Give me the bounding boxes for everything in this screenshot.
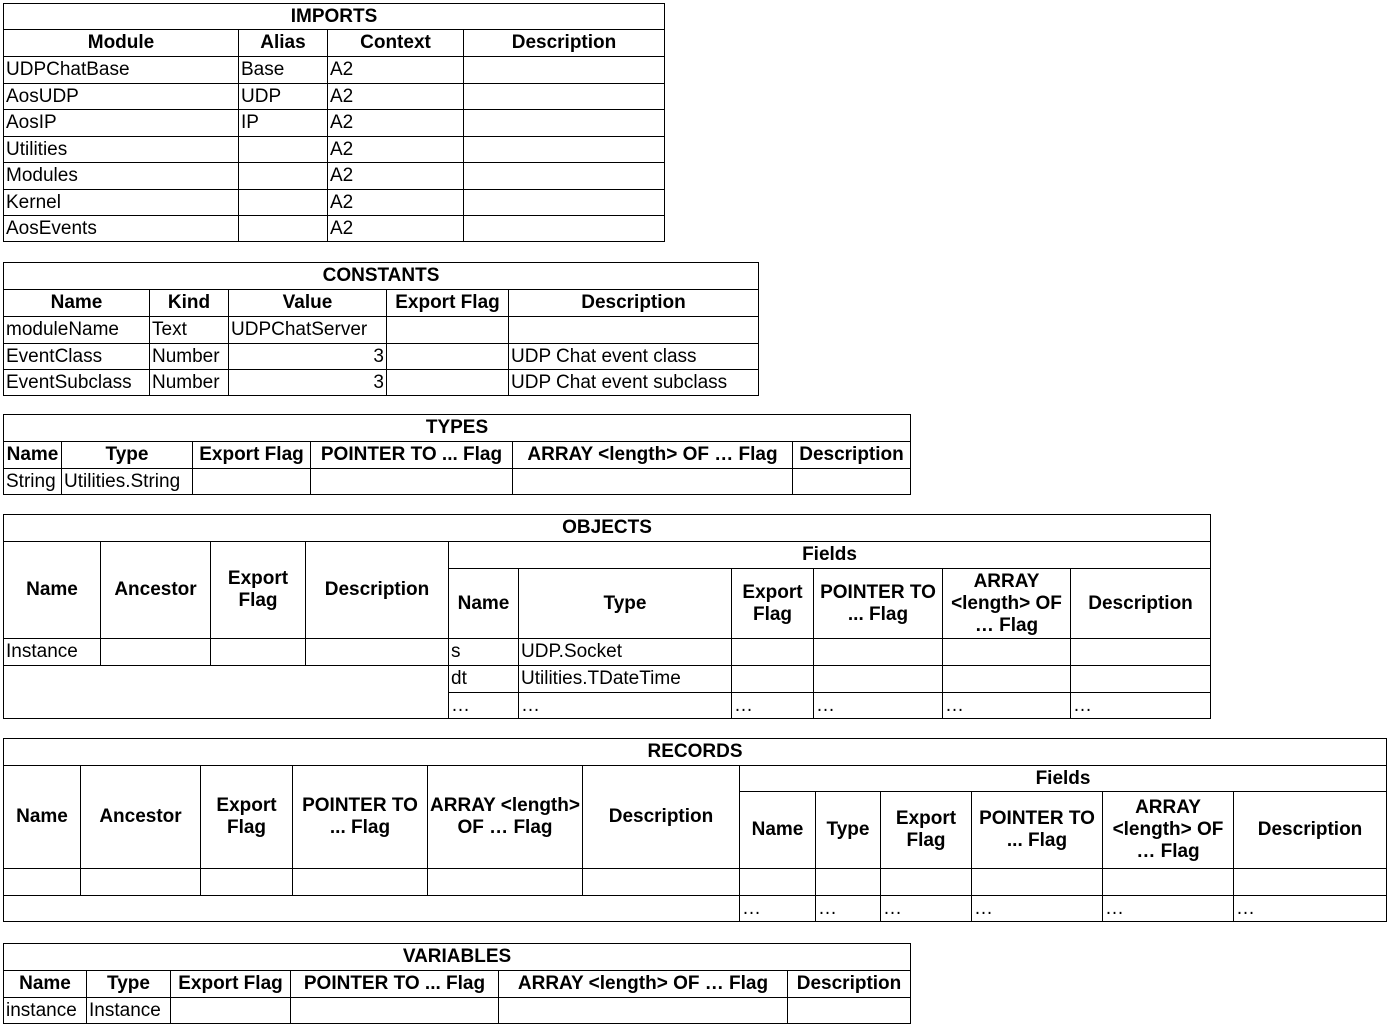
records-field-cell: … [1234,896,1387,922]
records-cell [293,869,428,896]
variables-cell [171,998,291,1024]
objects-field-cell: dt [449,666,519,693]
variables-cell [291,998,499,1024]
imports-cell [464,110,665,137]
table-row [4,666,1211,693]
objects-empty-cell [4,666,449,719]
table-row [4,317,759,344]
types-cell: String [4,469,62,495]
imports-title: IMPORTS [4,4,665,30]
constants-header-export-flag: Export Flag [387,290,509,317]
variables-cell: instance [4,998,87,1024]
objects-field-cell: … [1071,693,1211,719]
objects-field-header-description: Description [1071,569,1211,639]
records-title: RECORDS [4,739,1387,766]
imports-header-context: Context [328,30,464,57]
constants-header-kind: Kind [150,290,229,317]
imports-cell [239,190,328,216]
types-table [3,414,911,495]
records-field-cell [881,869,972,896]
objects-cell [306,639,449,666]
constants-cell: 3 [229,344,387,370]
types-header-name: Name [4,442,62,469]
constants-cell: EventClass [4,344,150,370]
imports-cell [464,57,665,84]
objects-header-ancestor: Ancestor [101,542,211,639]
imports-cell: UDP [239,84,328,110]
variables-header-array-flag: ARRAY <length> OF … Flag [499,971,788,998]
records-header-ancestor: Ancestor [81,766,201,869]
types-header-pointer-flag: POINTER TO ... Flag [311,442,513,469]
records-field-header-array-flag: ARRAY <length> OF … Flag [1103,792,1234,869]
types-title: TYPES [4,415,911,442]
variables-cell [499,998,788,1024]
constants-title: CONSTANTS [4,263,759,290]
table-row [4,190,665,216]
constants-header-value: Value [229,290,387,317]
variables-table [3,943,911,1024]
objects-field-header-type: Type [519,569,732,639]
objects-field-cell: Utilities.TDateTime [519,666,732,693]
records-field-header-pointer-flag: POINTER TO ... Flag [972,792,1103,869]
records-field-cell [1234,869,1387,896]
imports-header-description: Description [464,30,665,57]
table-row [4,84,665,110]
table-row [4,639,1211,666]
objects-cell [211,639,306,666]
constants-table [3,262,759,396]
constants-cell: UDPChatServer [229,317,387,344]
variables-cell [788,998,911,1024]
records-table [3,738,1387,922]
imports-cell: IP [239,110,328,137]
objects-field-cell: … [449,693,519,719]
objects-field-cell [943,639,1071,666]
table-row [4,896,1387,922]
variables-cell: Instance [87,998,171,1024]
objects-field-cell: … [814,693,943,719]
records-header-pointer-flag: POINTER TO ... Flag [293,766,428,869]
objects-header-export-flag: Export Flag [211,542,306,639]
objects-field-cell: s [449,639,519,666]
constants-cell: UDP Chat event class [509,344,759,370]
imports-cell [464,163,665,190]
records-field-cell: … [816,896,881,922]
imports-header-alias: Alias [239,30,328,57]
records-empty-cell [4,896,740,922]
variables-title: VARIABLES [4,944,911,971]
objects-field-header-pointer-flag: POINTER TO ... Flag [814,569,943,639]
constants-cell: EventSubclass [4,370,150,396]
constants-cell [387,317,509,344]
types-cell [311,469,513,495]
records-field-header-export-flag: Export Flag [881,792,972,869]
objects-field-header-name: Name [449,569,519,639]
objects-field-header-array-flag: ARRAY <length> OF … Flag [943,569,1071,639]
records-field-header-type: Type [816,792,881,869]
constants-cell [387,344,509,370]
objects-field-header-export-flag: Export Flag [732,569,814,639]
records-field-header-name: Name [740,792,816,869]
imports-table [3,3,665,242]
objects-field-cell [1071,666,1211,693]
objects-table [3,514,1211,719]
imports-cell: A2 [328,216,464,242]
objects-field-cell [732,639,814,666]
types-cell [193,469,311,495]
imports-cell: A2 [328,110,464,137]
variables-header-pointer-flag: POINTER TO ... Flag [291,971,499,998]
constants-header-name: Name [4,290,150,317]
imports-cell [239,216,328,242]
constants-cell: Text [150,317,229,344]
objects-field-cell [1071,639,1211,666]
imports-cell: AosEvents [4,216,239,242]
imports-cell [464,84,665,110]
objects-field-cell: … [519,693,732,719]
imports-cell: Modules [4,163,239,190]
records-field-header-description: Description [1234,792,1387,869]
records-header-description: Description [583,766,740,869]
table-row [4,216,665,242]
imports-cell: A2 [328,190,464,216]
table-row [4,137,665,163]
imports-cell [464,190,665,216]
types-header-export-flag: Export Flag [193,442,311,469]
objects-field-cell [732,666,814,693]
constants-cell [387,370,509,396]
objects-fields-title: Fields [449,542,1211,569]
imports-cell: UDPChatBase [4,57,239,84]
records-field-cell: … [1103,896,1234,922]
objects-cell [101,639,211,666]
table-row [4,869,1387,896]
records-cell [4,869,81,896]
records-fields-title: Fields [740,766,1387,792]
records-field-cell [816,869,881,896]
constants-cell: moduleName [4,317,150,344]
records-field-cell [1103,869,1234,896]
records-field-cell: … [881,896,972,922]
imports-cell [239,137,328,163]
constants-cell [509,317,759,344]
table-row [4,469,911,495]
records-field-cell [740,869,816,896]
imports-cell: Utilities [4,137,239,163]
records-field-cell: … [972,896,1103,922]
objects-header-description: Description [306,542,449,639]
imports-cell: A2 [328,163,464,190]
imports-cell [464,137,665,163]
objects-title: OBJECTS [4,515,1211,542]
imports-cell: Kernel [4,190,239,216]
constants-cell: UDP Chat event subclass [509,370,759,396]
records-cell [428,869,583,896]
imports-header-module: Module [4,30,239,57]
table-row [4,370,759,396]
variables-header-export-flag: Export Flag [171,971,291,998]
imports-cell: AosIP [4,110,239,137]
table-row [4,163,665,190]
imports-cell: A2 [328,137,464,163]
imports-cell [464,216,665,242]
records-cell [201,869,293,896]
constants-cell: 3 [229,370,387,396]
imports-cell: A2 [328,57,464,84]
objects-field-cell: … [732,693,814,719]
constants-cell: Number [150,344,229,370]
table-row [4,110,665,137]
objects-field-cell [814,666,943,693]
objects-field-cell: UDP.Socket [519,639,732,666]
types-cell [513,469,793,495]
records-header-name: Name [4,766,81,869]
types-header-type: Type [62,442,193,469]
objects-field-cell [814,639,943,666]
records-header-array-flag: ARRAY <length> OF … Flag [428,766,583,869]
records-cell [81,869,201,896]
imports-cell: Base [239,57,328,84]
types-header-array-flag: ARRAY <length> OF … Flag [513,442,793,469]
constants-cell: Number [150,370,229,396]
objects-field-cell [943,666,1071,693]
objects-header-name: Name [4,542,101,639]
imports-cell: A2 [328,84,464,110]
table-row [4,998,911,1024]
table-row [4,344,759,370]
objects-field-cell: … [943,693,1071,719]
types-cell: Utilities.String [62,469,193,495]
records-header-export-flag: Export Flag [201,766,293,869]
records-cell [583,869,740,896]
variables-header-type: Type [87,971,171,998]
types-cell [793,469,911,495]
variables-header-name: Name [4,971,87,998]
table-row [4,57,665,84]
constants-header-description: Description [509,290,759,317]
imports-cell [239,163,328,190]
objects-cell: Instance [4,639,101,666]
types-header-description: Description [793,442,911,469]
variables-header-description: Description [788,971,911,998]
records-field-cell [972,869,1103,896]
imports-cell: AosUDP [4,84,239,110]
records-field-cell: … [740,896,816,922]
